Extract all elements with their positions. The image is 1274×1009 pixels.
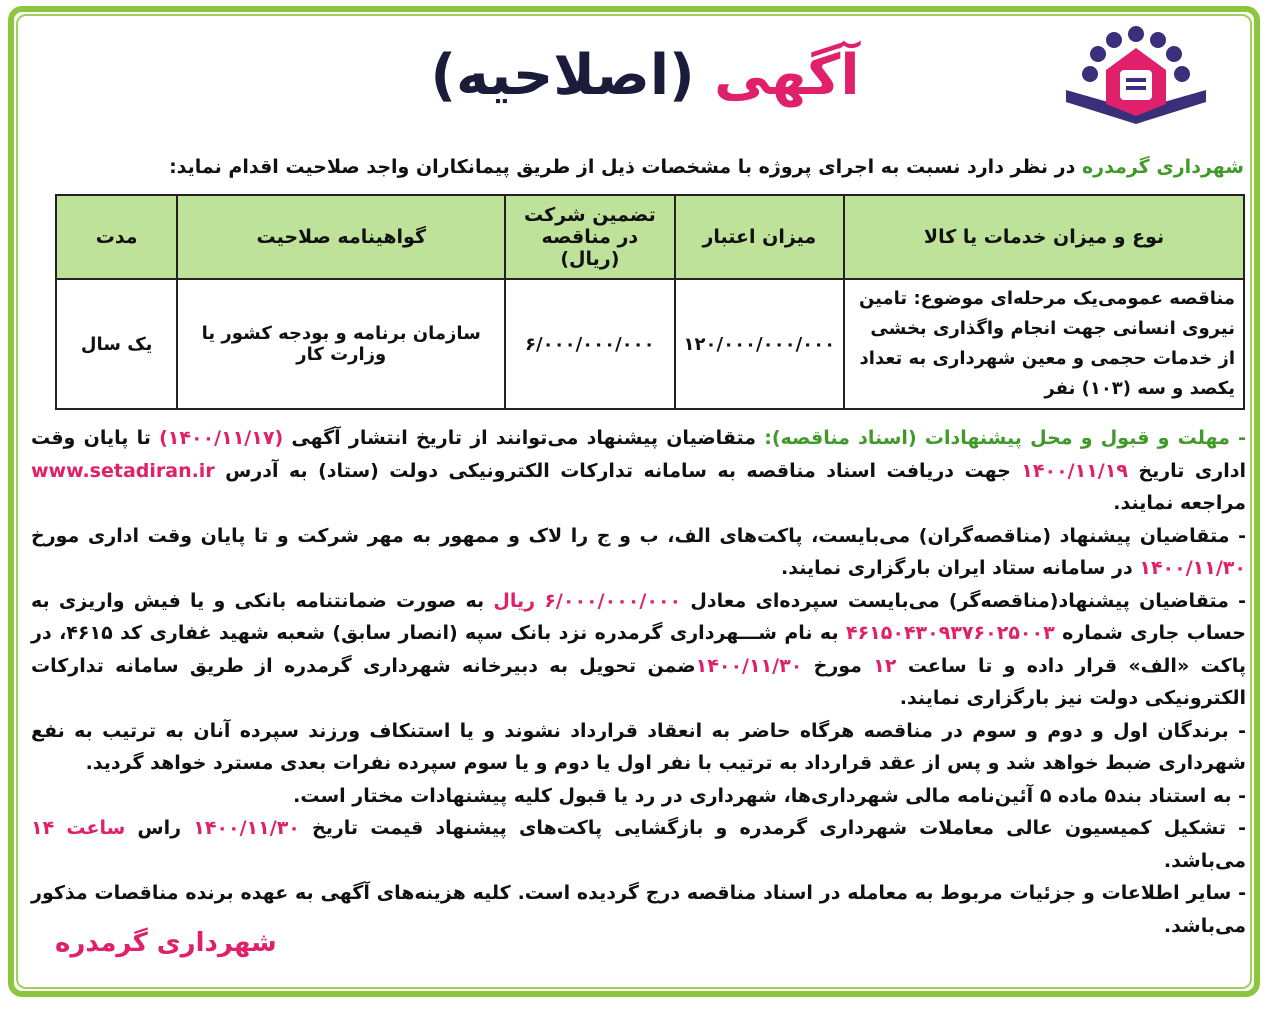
cell-budget: ۱۲۰/۰۰۰/۰۰۰/۰۰۰ [675,279,845,409]
document-deadline-date: ۱۴۰۰/۱۱/۱۹ [1021,459,1128,482]
municipality-logo [1062,20,1210,136]
commission-text-3: می‌باشد. [1163,849,1246,872]
paragraph-envelopes [31,520,1246,585]
deadline-text-2: تا پایان وقت اداری تاریخ [31,427,1246,482]
deposit-text-3: به نام شـــهرداری گرمدره نزد بانک سپه (انصار سابق) شعبه شهید غفاری کد ۴۶۱۵، در پاکت «الف» قرار داده و تا ساعت [31,622,1246,677]
paragraph-commission [31,812,1246,877]
intro-text: در نظر دارد نسبت به اجرای پروژه با مشخصات ذیل از طریق پیمانکاران واجد صلاحیت اقدام نماید: [169,156,1082,178]
commission-text-2: راس [125,817,194,839]
paragraph-regulation: - به استناد بند۵ ماده ۵ آئین‌نامه مالی شهرداری‌ها، شهرداری در رد یا قبول کلیه پیشنهادات مختار است. [293,784,1246,807]
deposit-text-5: ضمن تحویل به دبیرخانه شهرداری گرمدره از طریق سامانه تدارکات الکترونیکی دولت نیز بارگزاری نمایند. [31,654,1246,709]
table-header-row [56,195,1244,279]
ad-title [420,36,870,116]
cell-guarantee: ۶/۰۰۰/۰۰۰/۰۰۰ [505,279,674,409]
header-certificate: گواهینامه صلاحیت [177,195,505,279]
deposit-amount: ۶/۰۰۰/۰۰۰/۰۰۰ ریال [493,589,682,612]
deposit-hour: ۱۲ [873,654,897,677]
intro-line [24,152,1244,182]
deposit-text-2: به صورت ضمانتنامه بانکی و یا فیش واریزی به حساب جاری شماره [31,589,1246,644]
header-guarantee: تضمین شرکت در مناقصه (ریال) [505,195,674,279]
account-number: ۴۶۱۵۰۴۳۰۹۳۷۶۰۲۵۰۰۳ [845,622,1055,644]
cell-description: مناقصه عمومی‌یک مرحله‌ای موضوع: تامین نیروی انسانی جهت انجام واگذاری بخشی از خدمات حجمی و معین شهرداری به تعداد یکصد و سه (۱۰۳) نفر [844,279,1244,409]
title-main: آگهی [714,43,860,108]
deadline-text-3: جهت دریافت اسناد مناقصه به سامانه تدارکات الکترونیکی دولت (ستاد) به آدرس [214,459,1022,482]
deadline-heading: - مهلت و قبول و محل پیشنهادات (اسناد مناقصه): [756,427,1246,449]
paragraph-deposit [31,585,1246,715]
intro-org: شهرداری گرمدره [1081,156,1244,178]
envelopes-text-1: - متقاضیان پیشنهاد (مناقصه‌گران) می‌بایست، پاکت‌های الف، ب و ج را لاک و ممهور به مهر شرکت و تا پایان وقت اداری مورخ [31,524,1246,547]
deposit-date: ۱۴۰۰/۱۱/۳۰ [695,654,803,677]
setad-website-link[interactable]: www.setadiran.ir [31,459,215,482]
deposit-text-4: مورخ [802,654,874,677]
title-paren: (اصلاحیه) [430,43,695,108]
paragraph-winners: - برندگان اول و دوم و سوم در مناقصه هرگاه حاضر به انعقاد قرارداد نشوند و یا استنکاف ورزند سپرده آنان به ترتیب به نفع شهرداری ضبط خواهد شد و پس از عقد قرارداد به ترتیب با نفر اول یا دوم و یا سوم سپرده نفرات بعدی مسترد خواهد گردید. [31,719,1246,774]
commission-text-1: - تشکیل کمیسیون عالی معاملات شهرداری گرمدره و بازگشایی پاکت‌های پیشنهاد قیمت تاریخ [299,817,1246,839]
cell-certificate: سازمان برنامه و بودجه کشور یا وزارت کار [177,279,505,409]
envelopes-text-2: در سامانه ستاد ایران بارگزاری نمایند. [781,557,1140,579]
opening-date: ۱۴۰۰/۱۱/۳۰ [193,817,300,839]
signature: شهرداری گرمدره [55,928,277,958]
paragraph-other-info: - سایر اطلاعات و جزئیات مربوط به معامله در اسناد مناقصه درج گردیده است. کلیه هزینه‌های آگهی به عهده برنده مناقصات مذکور می‌باشد. [31,882,1246,937]
cell-duration: یک سال [56,279,177,409]
paragraph-deadline [31,422,1246,520]
tender-table [55,194,1245,410]
opening-hour: ساعت ۱۴ [31,817,126,839]
submission-date: ۱۴۰۰/۱۱/۳۰ [1139,557,1246,579]
header-service: نوع و میزان خدمات یا کالا [844,195,1244,279]
deadline-text-1: متقاضیان پیشنهاد می‌توانند از تاریخ انتشار آگهی [283,427,757,449]
deposit-text-1: - متقاضیان پیشنهاد(مناقصه‌گر) می‌بایست سپرده‌ای معادل [681,589,1246,612]
deadline-text-4: مراجعه نمایند. [1113,492,1246,514]
ad-body [31,422,1246,942]
header-budget: میزان اعتبار [675,195,845,279]
header-duration: مدت [56,195,177,279]
publish-date: (۱۴۰۰/۱۱/۱۷) [159,427,284,449]
table-row [56,279,1244,409]
